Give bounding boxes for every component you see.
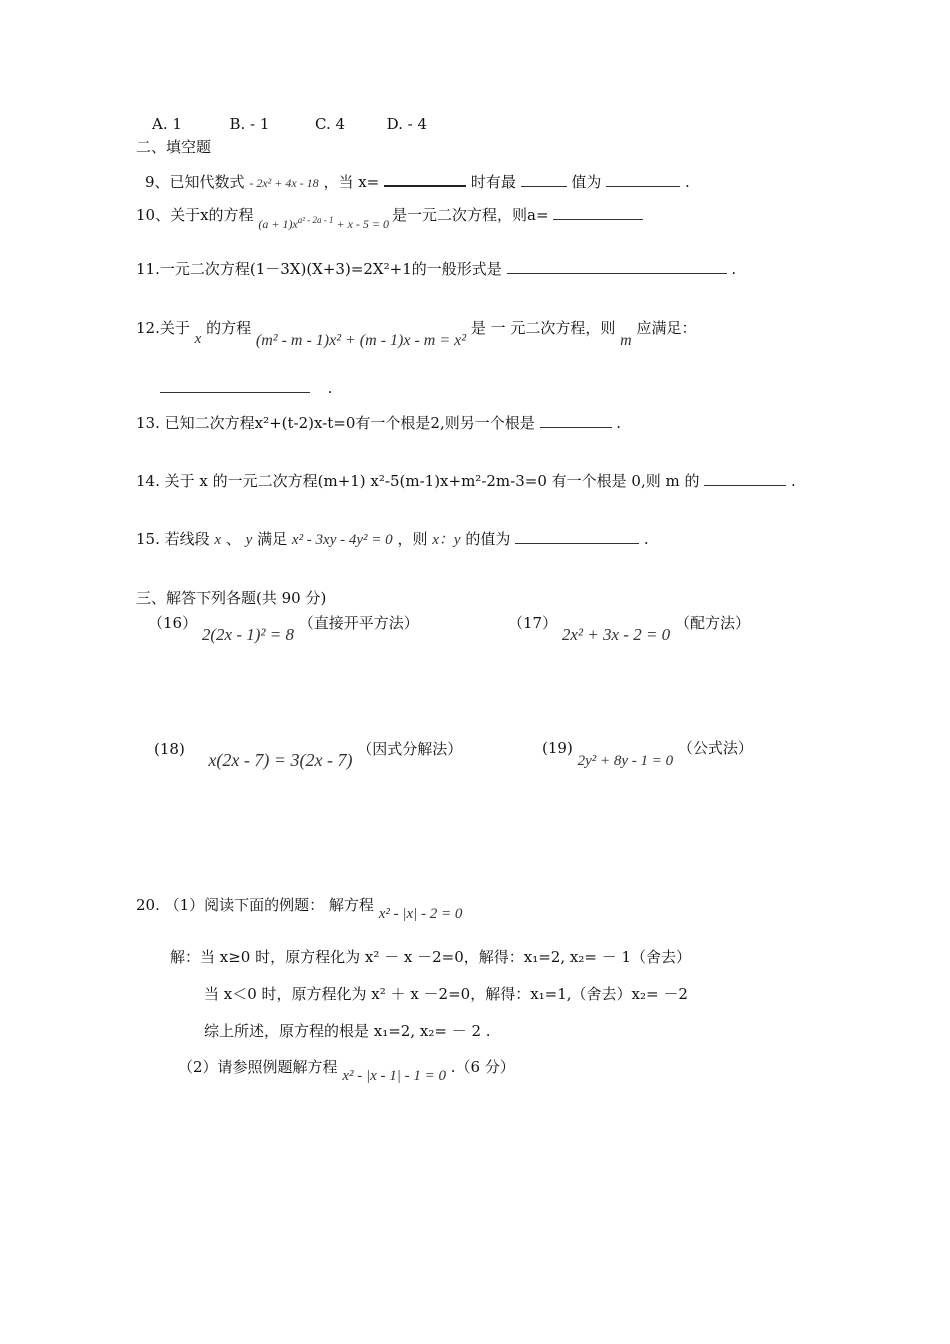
q14-blank[interactable] [704, 471, 786, 486]
q12-expression: (m² - m - 1)x² + (m - 1)x - m = x² [255, 332, 467, 349]
q19-number: (19) [542, 739, 573, 757]
q9-expression: - 2x² + 4x - 18 [249, 176, 319, 190]
q15-mid2: ，则 [397, 530, 428, 548]
option-b: B. - 1 [229, 115, 270, 133]
q12-blank[interactable] [160, 378, 310, 393]
q18-expression: x(2x - 7) = 3(2x - 7) [208, 750, 353, 770]
q12-var-m: m [620, 332, 632, 349]
section-solve-title: 三、解答下列各题(共 90 分) [136, 589, 327, 607]
q15-ratio: x：y [432, 532, 461, 548]
q15-var-y: y [245, 532, 253, 548]
q10-suffix: 是一元二次方程，则a= [392, 206, 549, 224]
question-17 [508, 613, 750, 644]
q11-end: . [731, 260, 737, 278]
q10-prefix: 10、关于x的方程 [136, 206, 254, 224]
q16-number: （16） [148, 614, 198, 632]
q12-suffix2: 应满足： [636, 319, 697, 337]
question-13 [136, 413, 621, 433]
q16-method: （直接开平方法） [298, 614, 419, 632]
q12-answer-line [160, 378, 332, 398]
q15-mid: 满足 [257, 530, 288, 548]
q12-suffix1: 是 一 元二次方程，则 [470, 319, 616, 337]
q20-solution-line-3: 综上所述，原方程的根是 x₁=2, x₂= － 2 . [204, 1022, 491, 1040]
q20-intro: 20. （1）阅读下面的例题： 解方程 [136, 896, 374, 914]
question-15 [136, 529, 649, 550]
q17-expression: 2x² + 3x - 2 = 0 [561, 625, 671, 644]
question-20-intro [136, 895, 463, 922]
question-20-part2 [178, 1057, 515, 1084]
q17-method: （配方法） [674, 614, 750, 632]
q15-prefix: 15. 若线段 [136, 530, 210, 548]
q12-mid: 的方程 [206, 319, 252, 337]
q20-part2: （2）请参照例题解方程 [178, 1058, 338, 1076]
q20-solution-line-2: 当 x＜0 时，原方程化为 x² ＋ x －2=0，解得：x₁=1,（舍去）x₂= －2 [204, 985, 688, 1003]
question-14 [136, 471, 796, 491]
question-10 [136, 202, 643, 231]
q18-number: (18) [154, 740, 185, 758]
q10-expr-tail: + x - 5 = 0 [333, 217, 389, 231]
q13-text: 13. 已知二次方程x²+(t-2)x-t=0有一个根是2,则另一个根是 [136, 414, 535, 432]
q15-sep: 、 [225, 530, 241, 548]
q9-blank-extreme[interactable] [521, 172, 567, 187]
q15-var-x: x [214, 532, 222, 548]
q9-prefix: 9、已知代数式 [145, 173, 245, 191]
option-c: C. 4 [315, 115, 346, 133]
q10-blank-a[interactable] [553, 205, 643, 220]
question-16 [148, 613, 419, 644]
q12-end: . [327, 379, 333, 397]
q9-mid3: 值为 [571, 173, 602, 191]
q19-method: （公式法） [677, 739, 753, 757]
question-18 [154, 738, 463, 770]
q18-method: （因式分解法） [357, 740, 463, 758]
q8-options [152, 114, 427, 134]
q13-blank[interactable] [540, 413, 612, 428]
q20-expression-1: x² - |x| - 2 = 0 [378, 906, 463, 922]
q12-var-x: x [194, 331, 202, 347]
q15-end: . [643, 530, 649, 548]
q20-solution-line-1: 解：当 x≥0 时，原方程化为 x² － x －2=0，解得：x₁=2, x₂= － 1（舍去） [170, 948, 692, 966]
q13-end: . [616, 414, 622, 432]
q15-blank[interactable] [515, 529, 639, 544]
q11-blank[interactable] [507, 259, 727, 274]
q15-suffix: 的值为 [465, 530, 511, 548]
q9-mid2: 时有最 [470, 173, 516, 191]
q9-blank-value[interactable] [606, 172, 680, 187]
q14-end: . [791, 472, 796, 490]
q10-expr-exponent: a² - 2a - 1 [297, 215, 334, 225]
section-fill-blank-title: 二、填空题 [136, 138, 212, 156]
q20-score: .（6 分） [450, 1058, 515, 1076]
q16-expression: 2(2x - 1)² = 8 [201, 625, 294, 644]
option-d: D. - 4 [386, 115, 428, 133]
q10-expr-base: (a + 1)x [258, 217, 298, 231]
q14-text: 14. 关于 x 的一元二次方程(m+1) x²-5(m-1)x+m²-2m-3=0 有一个根是 0,则 m 的 [136, 472, 700, 490]
q9-blank-x[interactable] [384, 171, 466, 187]
question-9 [145, 171, 690, 193]
q9-end: . [684, 173, 690, 191]
q20-expression-2: x² - |x - 1| - 1 = 0 [342, 1068, 446, 1084]
q9-mid1: ，当 x= [323, 173, 380, 191]
question-12 [136, 318, 697, 349]
question-19 [542, 738, 753, 769]
q15-expression: x² - 3xy - 4y² = 0 [291, 532, 393, 548]
question-11 [136, 259, 736, 279]
q12-prefix: 12.关于 [136, 319, 190, 337]
q11-text: 11.一元二次方程(1－3X)(X+3)=2X²+1的一般形式是 [136, 260, 502, 278]
q17-number: （17） [508, 614, 558, 632]
q19-expression: 2y² + 8y - 1 = 0 [577, 753, 674, 769]
option-a: A. 1 [152, 115, 182, 133]
q10-expression [258, 217, 392, 231]
